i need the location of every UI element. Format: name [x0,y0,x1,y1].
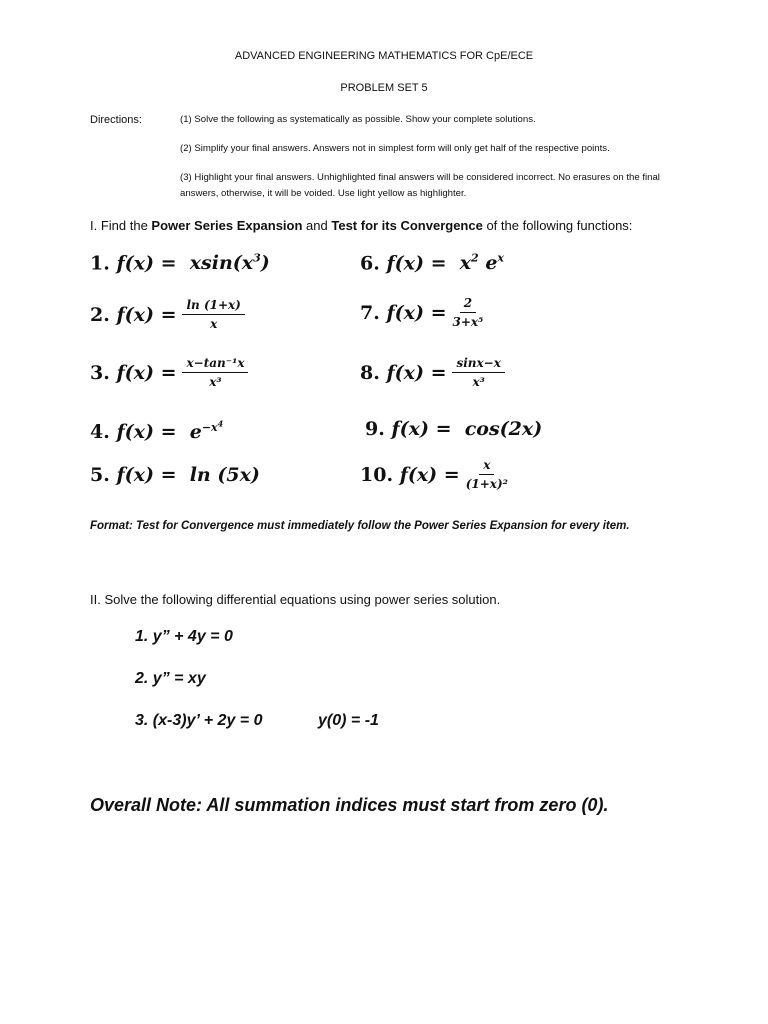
function-2: 2. f(x) = $\frac{\ln (1+x)}{x}$ [90,298,245,331]
overall-note: Overall Note: All summation indices must start from zero (0). [90,795,609,815]
function-5: 5. f(x) = ln (5x) [90,464,260,486]
page-title: ADVANCED ENGINEERING MATHEMATICS FOR CpE/ECE [234,50,534,62]
function-1: 1. $f(x) = xsin(x^3)$ [90,252,270,275]
function-9: 9. f(x) = cos(2x) [365,418,543,440]
function-4: 4. $f(x) = e^{-x^4}$ [90,418,224,443]
differential-equation: 2. y” = xy [135,670,206,687]
direction-item: (1) Solve the following as systematically as possible. Show your complete solutions. [180,114,536,125]
page-subtitle: PROBLEM SET 5 [340,82,428,94]
initial-condition: y(0) = -1 [318,712,379,729]
directions-label: Directions: [90,114,142,126]
direction-item: (3) Highlight your final answers. Unhighlighted final answers will be considered incorrect. No erasures on the final answers, otherwise, it will be voided. Use light yellow as highlighter. [180,172,660,199]
differential-equation: 3. (x-3)y’ + 2y = 0 [135,712,263,729]
function-6: 6. $f(x) = x^2$ $e^x$ [360,252,504,275]
section-1-heading: I. Find the Power Series Expansion and Test for its Convergence of the following functions: [90,218,633,233]
differential-equation: 1. y” + 4y = 0 [135,628,233,645]
section-2-heading: II. Solve the following differential equations using power series solution. [90,592,501,607]
function-3: 3. f(x) = $\frac{\text{x−tan⁻¹x}}{\text{x³}}$ [90,356,248,389]
function-7: 7. f(x) = $\frac{2}{\text{3+x⁵}}$ [360,296,484,329]
direction-item: (2) Simplify your final answers. Answers not in simplest form will only get half of the respective points. [180,143,610,154]
function-8: 8. f(x) = $\frac{\sin x-x}{\text{x³}}$ [360,356,505,389]
format-note: Format: Test for Convergence must immediately follow the Power Series Expansion for every item. [90,520,630,532]
function-10: 10. f(x) = $\frac{x}{\text{(1+x)²}}$ [360,458,508,491]
